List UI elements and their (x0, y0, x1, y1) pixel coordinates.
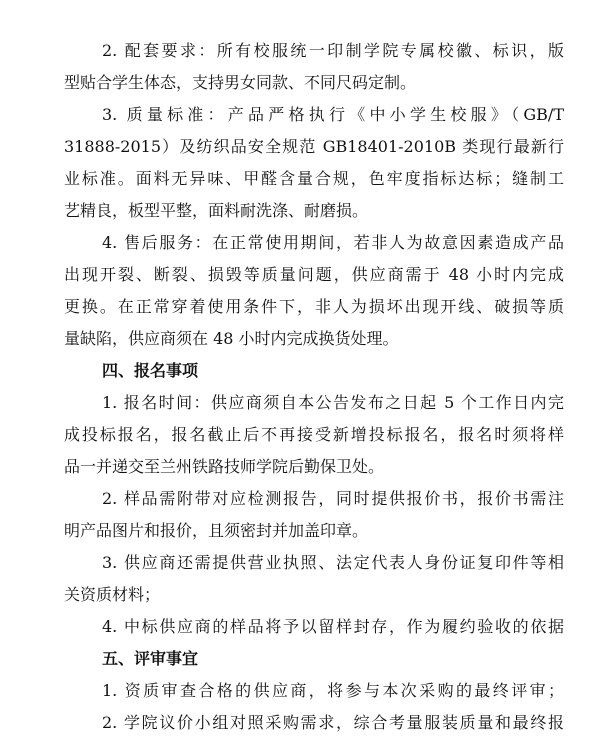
paragraph-line: 艺精良，板型平整，面料耐洗涤、耐磨损。 (64, 201, 369, 220)
paragraph-line: 2. 配套要求：所有校服统一印制学院专属校徽、标识，版 (102, 41, 564, 60)
paragraph-line: 2. 学院议价小组对照采购需求，综合考量服装质量和最终报 (102, 713, 564, 732)
paragraph-line: 品一并递交至兰州铁路技师学院后勤保卫处。 (64, 457, 385, 476)
section-heading: 四、报名事项 (102, 361, 199, 380)
paragraph-line: 业标准。面料无异味、甲醛含量合规，色牢度指标达标；缝制工 (64, 169, 564, 188)
section-heading: 五、评审事宜 (102, 649, 199, 668)
paragraph-line: 3. 供应商还需提供营业执照、法定代表人身份证复印件等相 (102, 553, 564, 572)
paragraph-line: 3. 质量标准：产品严格执行《中小学生校服》（GB/T (102, 105, 564, 124)
paragraph-line: 4. 中标供应商的样品将予以留样封存，作为履约验收的依据 (102, 617, 564, 636)
paragraph-line: 关资质材料； (64, 585, 161, 604)
paragraph-line: 更换。在正常穿着使用条件下，非人为损坏出现开线、破损等质 (64, 297, 564, 316)
paragraph-line: 1. 资质审查合格的供应商，将参与本次采购的最终评审； (102, 681, 564, 700)
paragraph-line: 量缺陷，供应商须在 48 小时内完成换货处理。 (64, 329, 399, 348)
paragraph-line: 明产品图片和报价，且须密封并加盖印章。 (64, 521, 369, 540)
paragraph-line: 4. 售后服务：在正常使用期间，若非人为故意因素造成产品 (102, 233, 564, 252)
paragraph-line: 型贴合学生体态，支持男女同款、不同尺码定制。 (64, 73, 417, 92)
paragraph-line: 31888-2015）及纺织品安全规范 GB18401-2010B 类现行最新行 (64, 137, 564, 156)
paragraph-line: 成投标报名，报名截止后不再接受新增投标报名，报名时须将样 (64, 425, 564, 444)
paragraph-line: 1. 报名时间：供应商须自本公告发布之日起 5 个工作日内完 (102, 393, 564, 412)
paragraph-line: 出现开裂、断裂、损毁等质量问题，供应商需于 48 小时内完成 (64, 265, 564, 284)
paragraph-line: 2. 样品需附带对应检测报告，同时提供报价书，报价书需注 (102, 489, 564, 508)
